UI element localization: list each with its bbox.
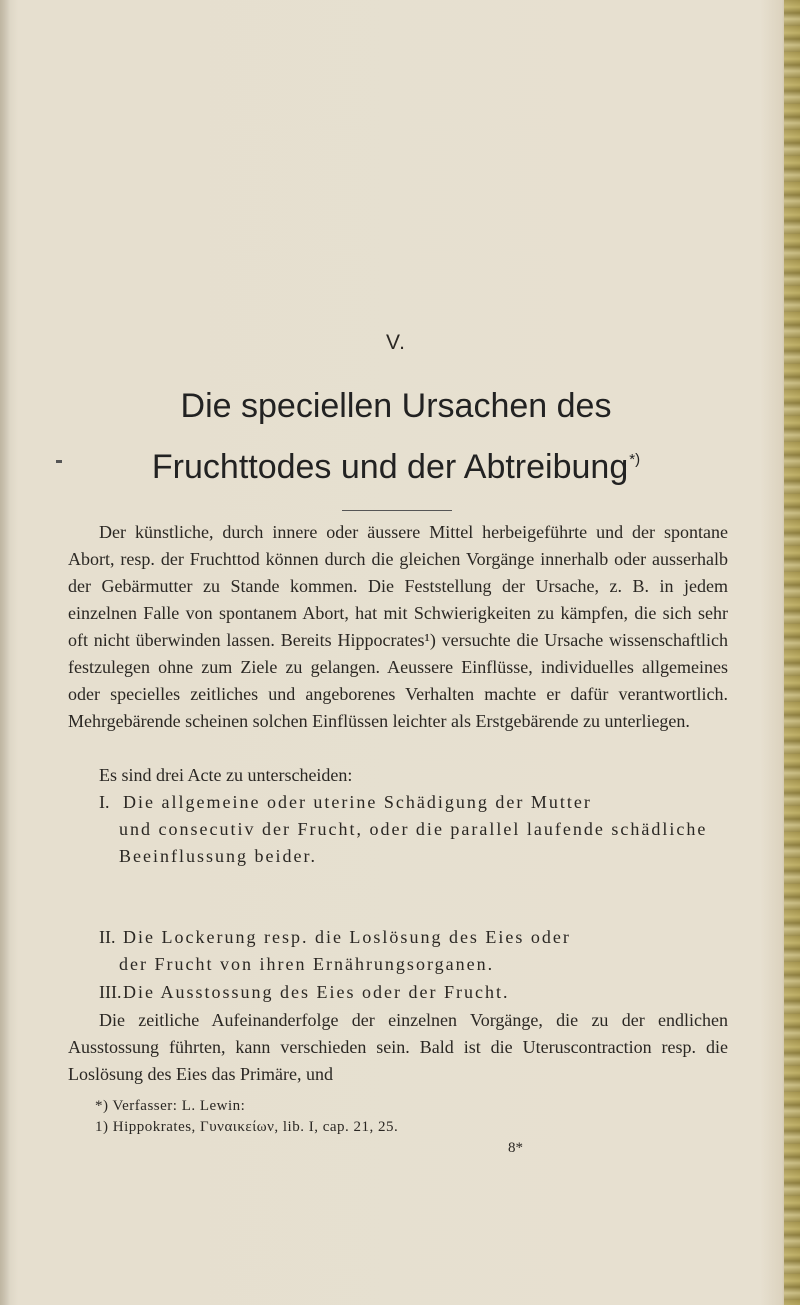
footnote-hippocrates: 1) Hippokrates, Γυναικείων, lib. I, cap. 21, 25. xyxy=(95,1119,399,1135)
footnotes xyxy=(95,1096,735,1138)
list-item xyxy=(99,924,729,978)
page-right-edge xyxy=(784,0,800,1305)
list-item-number: III. xyxy=(99,982,122,1002)
list-item-number: I. xyxy=(99,792,110,812)
list-item xyxy=(99,979,729,1006)
chapter-number: V. xyxy=(386,331,406,354)
list-item-continuation: der Frucht von ihren Ernährungsorganen. xyxy=(119,954,495,974)
title-rule xyxy=(342,510,452,511)
paragraph-3: Die zeitliche Aufeinanderfolge der einzelnen Vorgänge, die zu der endlichen Ausstossung führten, kann verschieden sein. Bald ist die Uteruscontraction resp. die Loslösung des Eies das Primäre, und xyxy=(68,1010,728,1084)
margin-dot xyxy=(56,460,62,463)
paragraph-2: Es sind drei Acte zu unterscheiden: xyxy=(99,765,353,785)
page-left-shadow xyxy=(0,0,10,1305)
list-item-continuation: und consecutiv der Frucht, oder die parallel laufende schädliche Beeinflussung beider. xyxy=(119,819,708,866)
list-item-number: II. xyxy=(99,927,116,947)
title-line-1: Die speciellen Ursachen des xyxy=(180,387,612,425)
signature-mark: 8* xyxy=(508,1140,523,1156)
list-item-line: Die Ausstossung des Eies oder der Frucht. xyxy=(123,982,510,1002)
list-item-line: Die Lockerung resp. die Loslösung des Eies oder xyxy=(123,927,571,947)
list-item-line: Die allgemeine oder uterine Schädigung der Mutter xyxy=(123,792,592,812)
title-line-2 xyxy=(0,438,792,489)
title-line-2-text: Fruchttodes und der Abtreibung xyxy=(151,448,629,486)
list-item xyxy=(99,789,729,870)
footnote-author: *) Verfasser: L. Lewin: xyxy=(95,1098,246,1114)
paragraph-1: Der künstliche, durch innere oder äussere Mittel herbeigeführte und der spontane Abort, resp. der Fruchttod können durch die gleichen Vorgänge innerhalb oder ausserhalb der Gebärmutter zu Stande kommen. Die Feststellung der Ursache, z. B. in jedem einzelnen Falle von spontanem Abort, hat mit Schwierigkeiten zu kämpfen, die sich sehr oft nicht überwinden lassen. Bereits Hippocrates¹) versuchte die Ursache wissenschaftlich festzulegen ohne zum Ziele zu gelangen. Aeussere Einflüsse, individuelles allgemeines oder specielles zeitliches und angeborenes Verhalten machte er dafür verantwortlich. Mehrgebärende scheinen solchen Einflüssen leichter als Erstgebärende zu unterliegen. xyxy=(68,522,728,731)
title-footnote-marker: *) xyxy=(629,451,641,468)
